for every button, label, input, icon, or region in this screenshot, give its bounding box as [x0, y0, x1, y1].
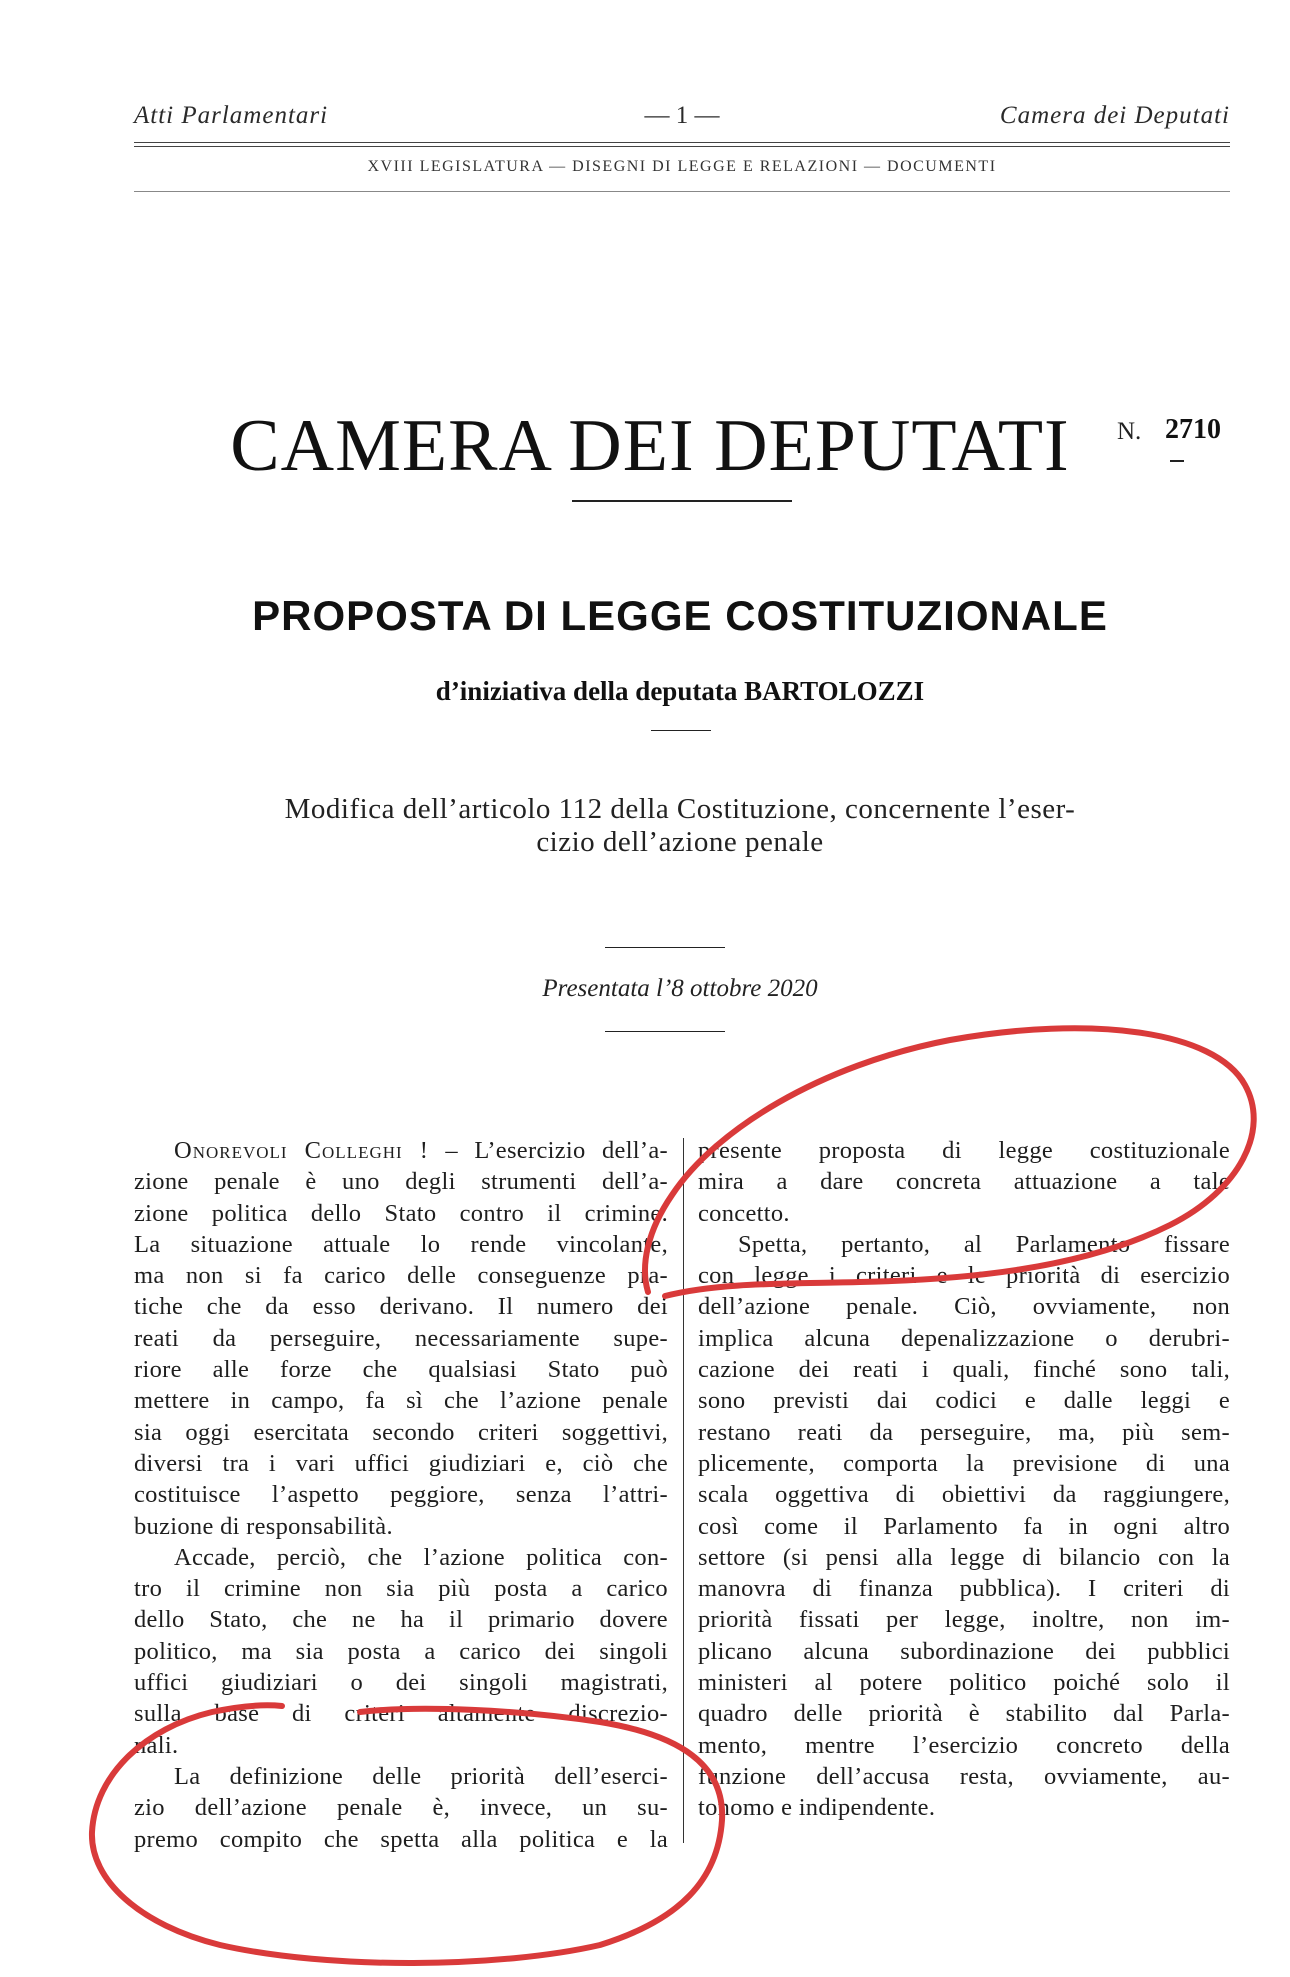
page-number: — 1 —: [644, 102, 720, 129]
body-line: concetto.: [698, 1199, 790, 1227]
body-line: Onorevoli Colleghi ! – L’esercizio dell’a-: [174, 1137, 668, 1164]
body-line: nali.: [134, 1731, 179, 1759]
initiative-rule: [651, 730, 711, 731]
body-line: zio dell’azione penale è, invece, un su-: [134, 1794, 668, 1822]
body-line: ma non si fa carico delle conseguenze pra-: [134, 1262, 668, 1290]
body-line: sulla base di criteri altamente discrezio-: [134, 1700, 668, 1728]
body-line: priorità fissati per legge, inoltre, non im-: [698, 1606, 1230, 1634]
header-left: Atti Parlamentari: [134, 102, 329, 129]
body-line: reati da perseguire, necessariamente supe-: [134, 1324, 668, 1352]
presented-rule-top: [605, 947, 725, 948]
number-dash: [1170, 460, 1184, 462]
salutation: Onorevoli Colleghi !: [174, 1137, 429, 1164]
body-line: La situazione attuale lo rende vincolante,: [134, 1230, 668, 1258]
header-rule-top: [134, 142, 1230, 143]
presented-rule-bottom: [605, 1031, 725, 1032]
body-line: costituisce l’aspetto peggiore, senza l’attri-: [134, 1481, 668, 1509]
initiative-line: d’iniziativa della deputata BARTOLOZZI: [435, 676, 925, 706]
header-right: Camera dei Deputati: [999, 102, 1230, 129]
body-line: così come il Parlamento fa in ogni altro: [698, 1512, 1230, 1540]
document-number: 2710: [1165, 414, 1221, 445]
number-label: N.: [1117, 418, 1142, 445]
body-line: plicemente, comporta la previsione di una: [698, 1449, 1230, 1477]
presented-date: Presentata l’8 ottobre 2020: [542, 975, 818, 1002]
body-line: con legge i criteri e le priorità di esercizio: [698, 1262, 1230, 1290]
body-line: funzione dell’accusa resta, ovviamente, au-: [698, 1762, 1230, 1790]
body-line: diversi tra i vari uffici giudiziari e, ciò che: [134, 1449, 668, 1477]
body-line: mettere in campo, fa sì che l’azione penale: [134, 1387, 668, 1415]
body-line: tiche che da esso derivano. Il numero dei: [134, 1293, 668, 1321]
running-header: [134, 102, 1230, 138]
body-line: scala oggettiva di obiettivi da raggiungere,: [698, 1481, 1230, 1509]
subject-line-1: Modifica dell’articolo 112 della Costituzione, concernente l’eser-: [284, 793, 1076, 825]
body-line: sia oggi esercitata secondo criteri soggettivi,: [134, 1418, 668, 1446]
body-line: quadro delle priorità è stabilito dal Parla-: [698, 1700, 1230, 1728]
body-line: presente proposta di legge costituzionale: [698, 1137, 1230, 1164]
masthead-title: CAMERA DEI DEPUTATI: [230, 405, 1070, 487]
body-line: Spetta, pertanto, al Parlamento fissare: [738, 1230, 1230, 1258]
body-line: ministeri al potere politico poiché solo il: [698, 1669, 1230, 1697]
body-line: plicano alcuna subordinazione dei pubblici: [698, 1637, 1230, 1665]
body-line: politico, ma sia posta a carico dei singoli: [134, 1637, 668, 1665]
document-kind: PROPOSTA DI LEGGE COSTITUZIONALE: [252, 592, 1108, 639]
body-line: tonomo e indipendente.: [698, 1794, 936, 1822]
body-line: cazione dei reati i quali, finché sono tali,: [698, 1356, 1230, 1384]
body-line: La definizione delle priorità dell’eserci-: [174, 1762, 668, 1790]
document-subject: [180, 793, 1180, 859]
body-line: tro il crimine non sia più posta a carico: [134, 1575, 668, 1603]
body-line: dello Stato, che ne ha il primario dovere: [134, 1606, 668, 1634]
body-line: sono previsti dai codici e dalle leggi e: [698, 1387, 1230, 1415]
body-line: buzione di responsabilità.: [134, 1512, 393, 1540]
header-rule-double: [134, 146, 1230, 147]
body-line: manovra di finanza pubblica). I criteri di: [698, 1575, 1230, 1603]
subject-line-2: cizio dell’azione penale: [536, 826, 824, 858]
masthead-rule: [572, 500, 792, 502]
body-line: settore (si pensi alla legge di bilancio con la: [698, 1543, 1230, 1571]
body-line: Accade, perciò, che l’azione politica con-: [174, 1543, 668, 1571]
body-line: mento, mentre l’esercizio concreto della: [698, 1731, 1230, 1759]
body-line: dell’azione penale. Ciò, ovviamente, non: [698, 1293, 1230, 1321]
body-line: premo compito che spetta alla politica e la: [134, 1825, 668, 1853]
body-line: implica alcuna depenalizzazione o derubri-: [698, 1324, 1230, 1352]
body-line: uffici giudiziari o dei singoli magistrati,: [134, 1669, 668, 1697]
column-divider: [683, 1138, 684, 1843]
body-line: mira a dare concreta attuazione a tale: [698, 1168, 1230, 1196]
body-line: zione politica dello Stato contro il crimine.: [134, 1199, 668, 1227]
body-line: riore alle forze che qualsiasi Stato può: [134, 1356, 668, 1384]
body-line: zione penale è uno degli strumenti dell’a-: [134, 1168, 668, 1196]
body-column-right: [698, 1135, 1230, 1824]
sub-header: XVIII LEGISLATURA — DISEGNI DI LEGGE E RELAZIONI — DOCUMENTI: [367, 158, 997, 175]
body-column-left: [134, 1135, 668, 1855]
body-line: restano reati da perseguire, ma, più sem-: [698, 1418, 1230, 1446]
sub-header-rule: [134, 191, 1230, 192]
